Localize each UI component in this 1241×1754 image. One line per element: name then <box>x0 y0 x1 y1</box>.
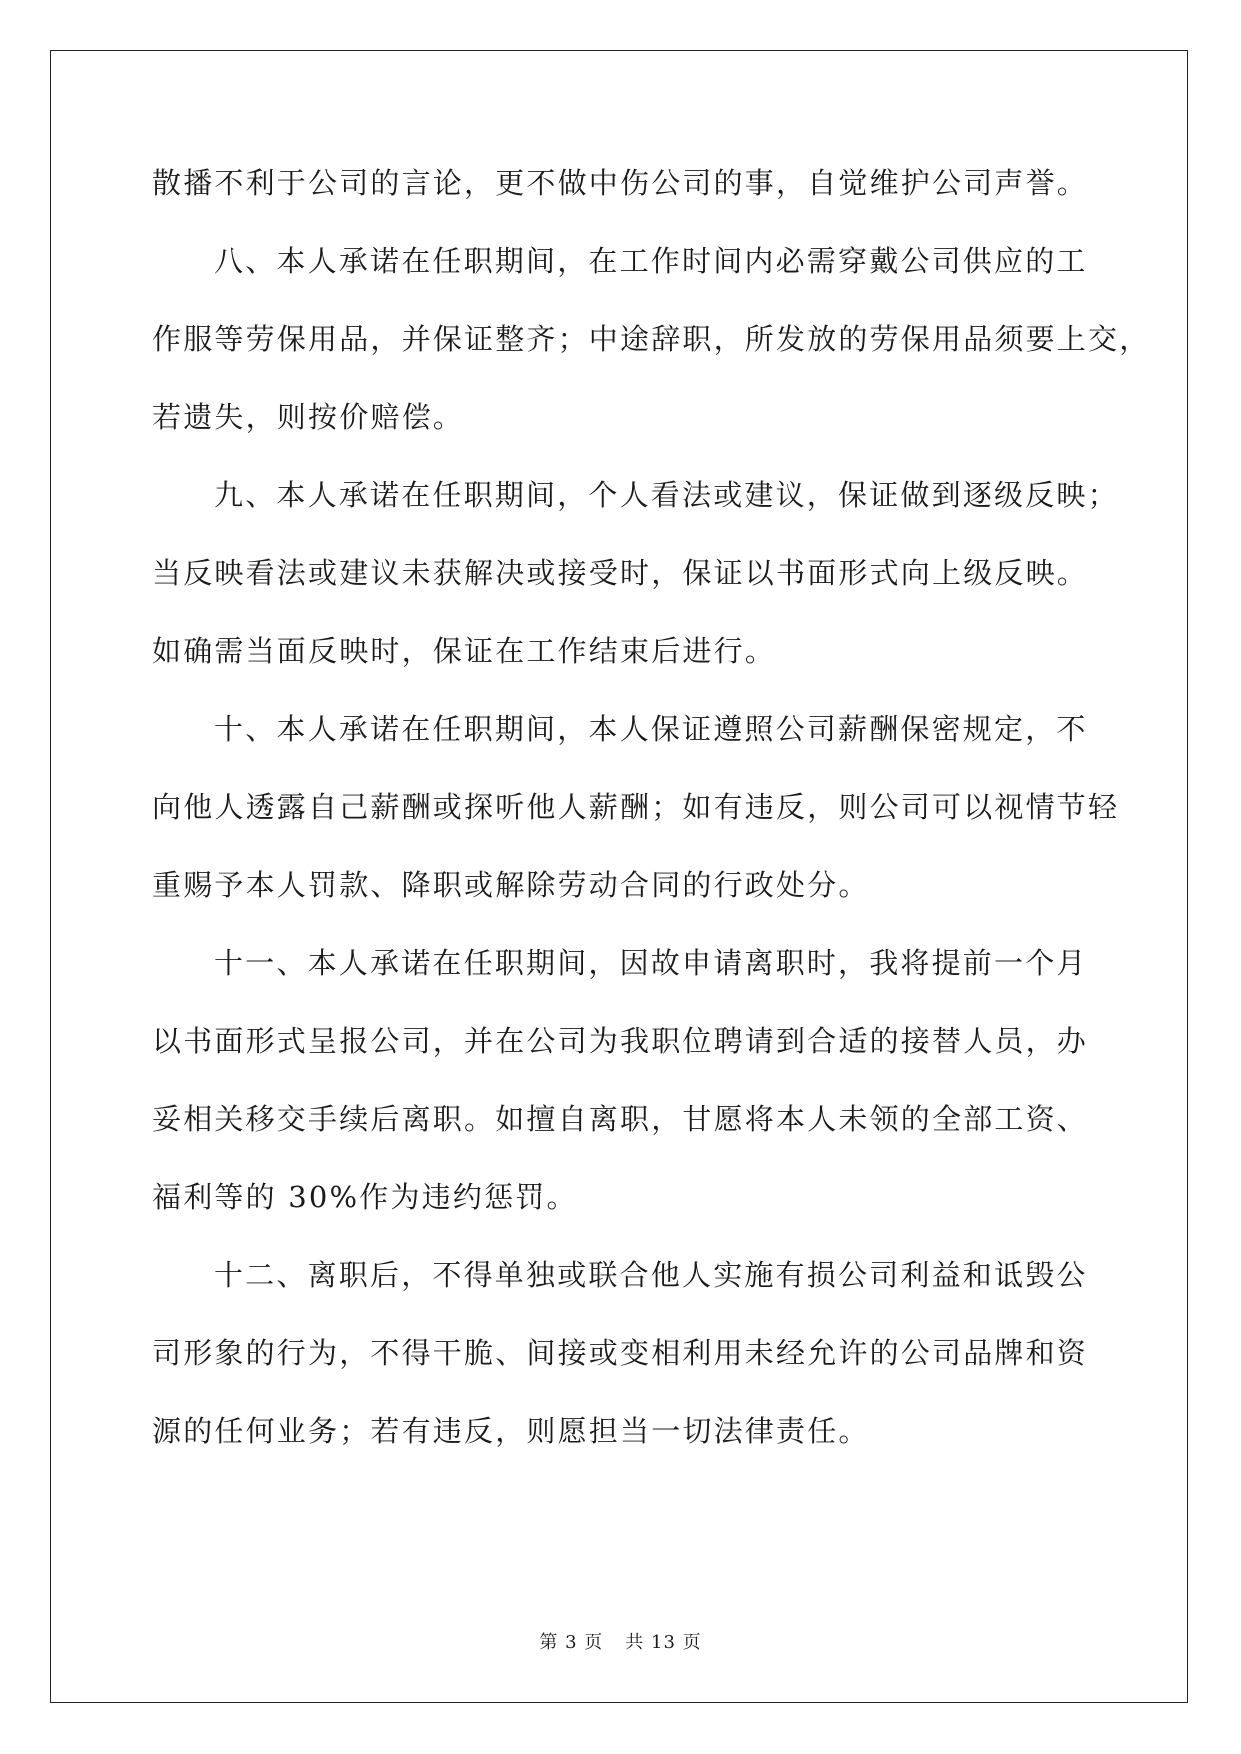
page-number: 第 3 页 <box>539 1632 604 1653</box>
text-line: 以书面形式呈报公司，并在公司为我职位聘请到合适的接替人员，办 <box>152 1024 1089 1058</box>
text-line: 源的任何业务；若有违反，则愿担当一切法律责任。 <box>152 1414 870 1448</box>
text-line: 重赐予本人罚款、降职或解除劳动合同的行政处分。 <box>152 868 870 902</box>
text-line: 妥相关移交手续后离职。如擅自离职，甘愿将本人未领的全部工资、 <box>152 1102 1089 1136</box>
text-line: 如确需当面反映时，保证在工作结束后进行。 <box>152 634 777 668</box>
text-line: 若遗失，则按价赔偿。 <box>152 400 465 434</box>
text-line: 九、本人承诺在任职期间，个人看法或建议，保证做到逐级反映； <box>214 478 1119 512</box>
text-line: 作服等劳保用品，并保证整齐；中途辞职，所发放的劳保用品须要上交， <box>152 322 1151 356</box>
page-total: 共 13 页 <box>625 1632 702 1653</box>
text-line: 福利等的 30%作为违约惩罚。 <box>152 1180 578 1214</box>
text-line: 十二、离职后，不得单独或联合他人实施有损公司利益和诋毁公 <box>214 1258 1088 1292</box>
document-body <box>152 155 1151 1481</box>
page-footer <box>0 1628 1241 1654</box>
text-line: 十、本人承诺在任职期间，本人保证遵照公司薪酬保密规定，不 <box>214 712 1088 746</box>
text-line: 当反映看法或建议未获解决或接受时，保证以书面形式向上级反映。 <box>152 556 1089 590</box>
text-line: 十一、本人承诺在任职期间，因故申请离职时，我将提前一个月 <box>214 946 1088 980</box>
text-line: 司形象的行为，不得干脆、间接或变相利用未经允许的公司品牌和资 <box>152 1336 1089 1370</box>
text-line: 八、本人承诺在任职期间，在工作时间内必需穿戴公司供应的工 <box>214 244 1088 278</box>
text-line: 散播不利于公司的言论，更不做中伤公司的事，自觉维护公司声誉。 <box>152 166 1089 200</box>
text-line: 向他人透露自己薪酬或探听他人薪酬；如有违反，则公司可以视情节轻 <box>152 790 1120 824</box>
